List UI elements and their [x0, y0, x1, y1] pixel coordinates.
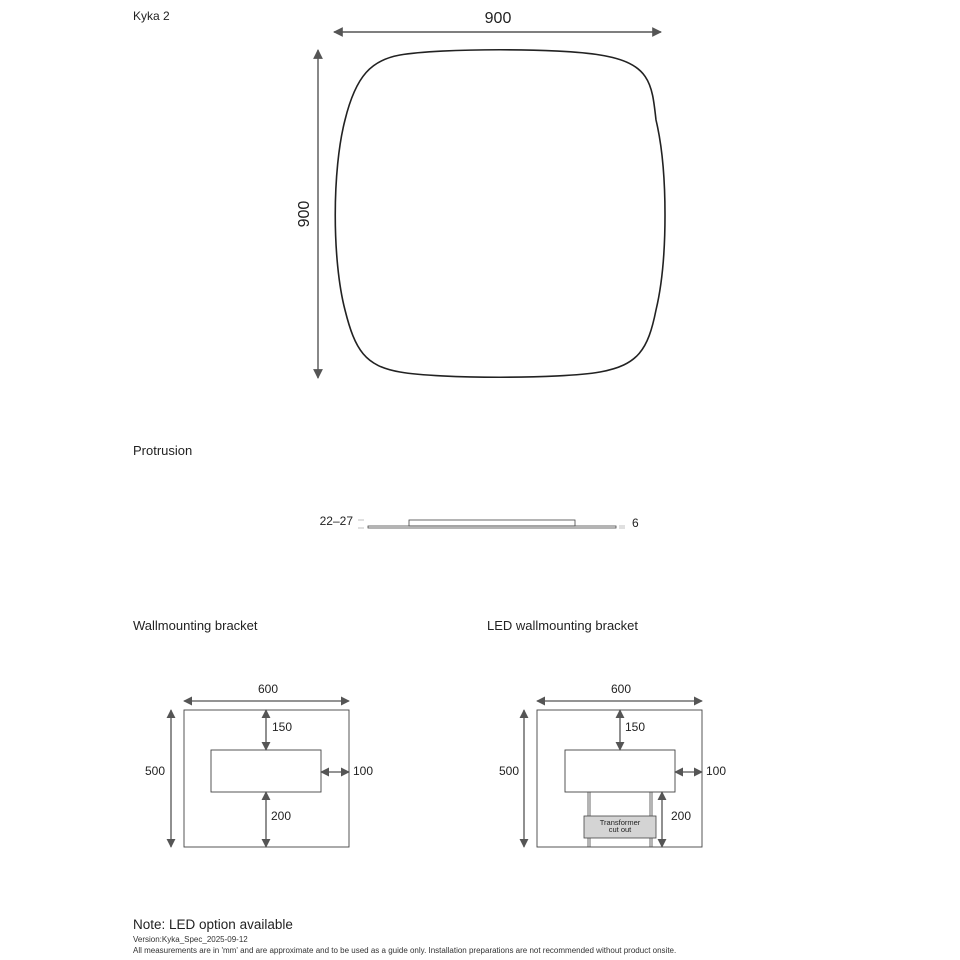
transformer-label-line1: Transformer — [599, 818, 641, 827]
wall-bracket-top-label: 150 — [272, 720, 293, 734]
transformer-label-line2: cut out — [608, 825, 632, 834]
wall-bracket-width-label: 600 — [257, 682, 279, 696]
mirror-width-label: 900 — [484, 10, 512, 27]
led-bracket-top-label: 150 — [625, 720, 646, 734]
mirror-height-label: 900 — [296, 200, 313, 228]
protrusion-left-label: 22–27 — [319, 514, 353, 528]
wall-bracket-heading: Wallmounting bracket — [133, 618, 258, 633]
led-bracket-heading: LED wallmounting bracket — [487, 618, 639, 633]
protrusion-right-label: 6 — [632, 516, 639, 530]
wall-bracket-height-label: 500 — [144, 764, 165, 778]
wall-bracket-bottom-label: 200 — [271, 809, 292, 823]
product-name: Kyka 2 — [133, 9, 170, 23]
version-text: Version:Kyka_Spec_2025-09-12 — [133, 935, 248, 944]
protrusion-profile — [358, 520, 625, 528]
mirror-outline — [335, 50, 665, 378]
led-bracket-width-label: 600 — [610, 682, 632, 696]
wall-bracket-drawing — [171, 701, 349, 847]
led-option-note: Note: LED option available — [133, 917, 293, 932]
led-bracket-side-label: 100 — [706, 764, 727, 778]
protrusion-heading: Protrusion — [133, 443, 193, 458]
led-bracket-bottom-label: 200 — [671, 809, 692, 823]
wall-bracket-side-label: 100 — [353, 764, 374, 778]
disclaimer-text: All measurements are in 'mm' and are approximate and to be used as a guide only. Installation preparations are not recommended without product onsite. — [133, 946, 677, 955]
led-bracket-height-label: 500 — [498, 764, 519, 778]
